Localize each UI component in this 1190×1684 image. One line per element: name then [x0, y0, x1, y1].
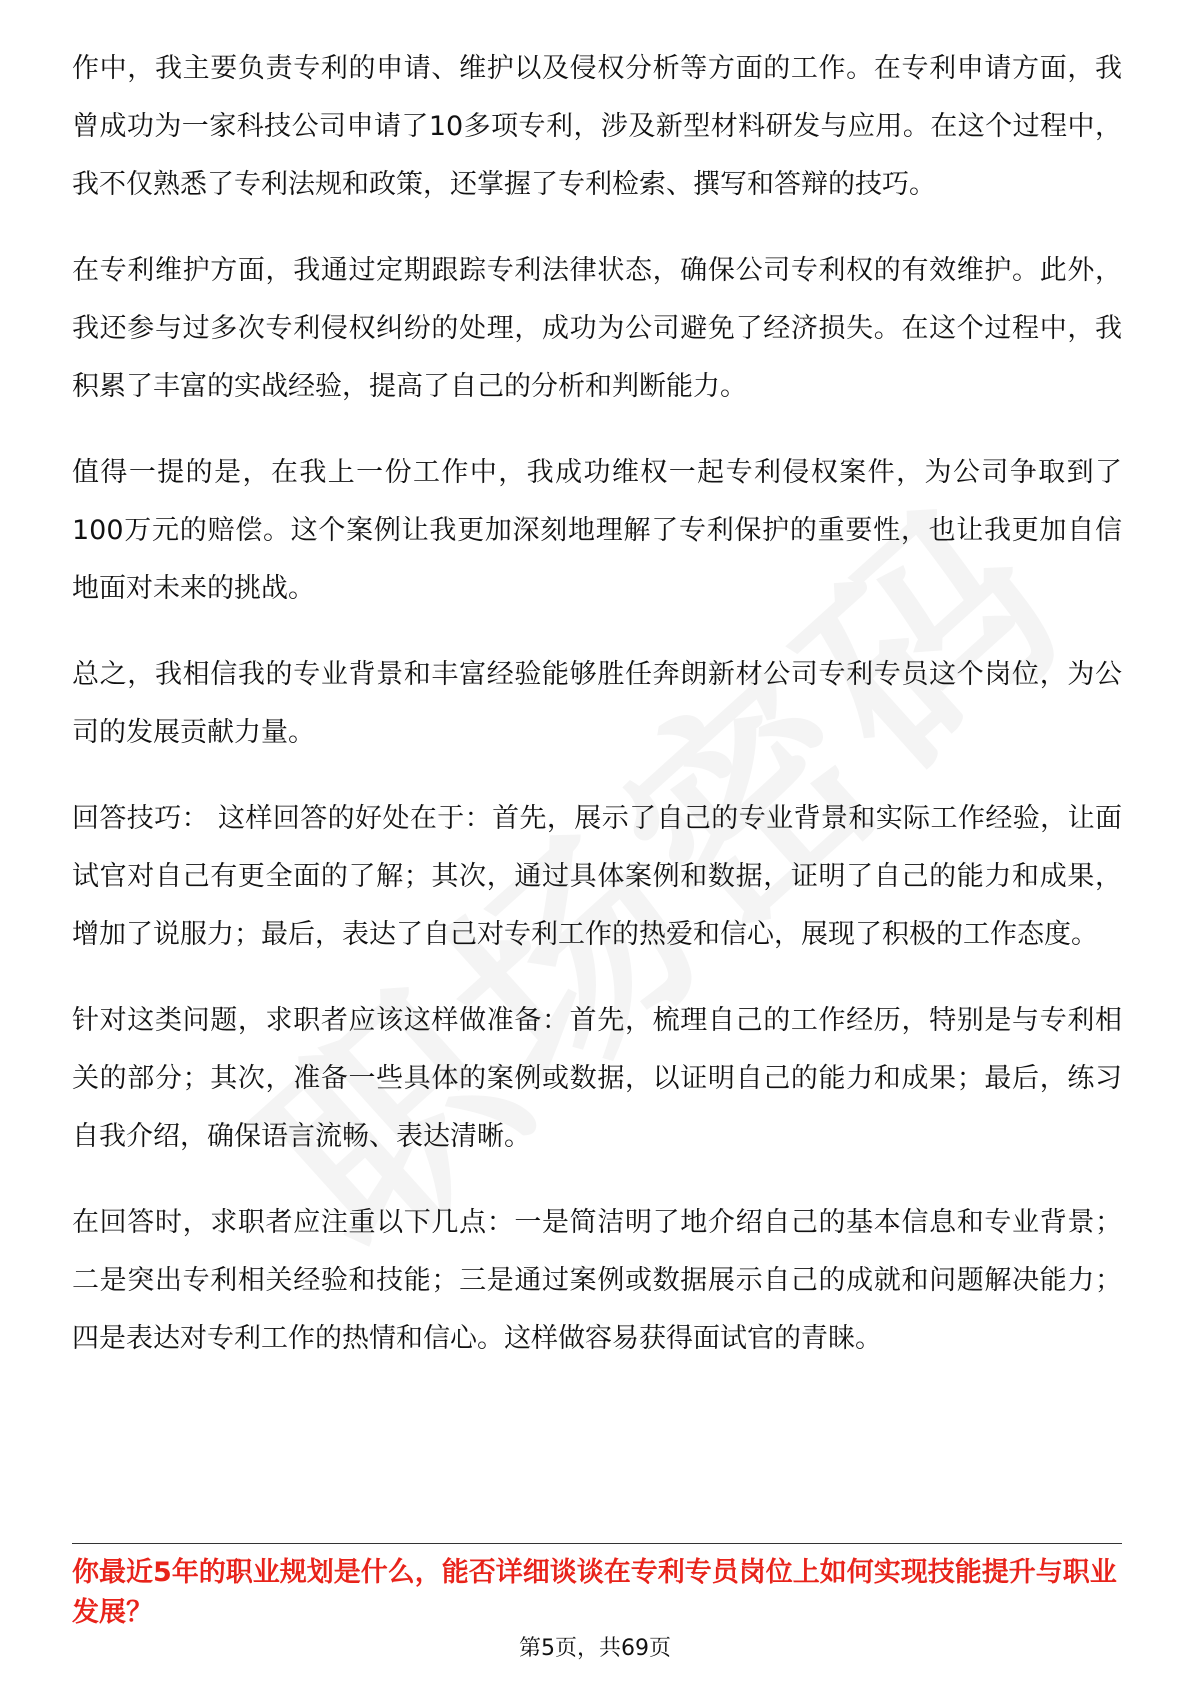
paragraph-4: 总之，我相信我的专业背景和丰富经验能够胜任奔朗新材公司专利专员这个岗位，为公司的发展贡献力量。 [72, 659, 1122, 748]
paragraph-1: 作中，我主要负责专利的申请、维护以及侵权分析等方面的工作。在专利申请方面，我曾成功为一家科技公司申请了10多项专利，涉及新型材料研发与应用。在这个过程中，我不仅熟悉了专利法规和政策，还掌握了专利检索、撰写和答辩的技巧。 [72, 53, 1122, 200]
paragraph-7: 在回答时，求职者应注重以下几点：一是简洁明了地介绍自己的基本信息和专业背景；二是突出专利相关经验和技能；三是通过案例或数据展示自己的成就和问题解决能力；四是表达对专利工作的热情和信心。这样做容易获得面试官的青睐。 [72, 1207, 1122, 1354]
paragraph-6: 针对这类问题，求职者应该这样做准备：首先，梳理自己的工作经历，特别是与专利相关的部分；其次，准备一些具体的案例或数据，以证明自己的能力和成果；最后，练习自我介绍，确保语言流畅、表达清晰。 [72, 1005, 1122, 1152]
paragraph-2: 在专利维护方面，我通过定期跟踪专利法律状态，确保公司专利权的有效维护。此外，我还参与过多次专利侵权纠纷的处理，成功为公司避免了经济损失。在这个过程中，我积累了丰富的实战经验，提高了自己的分析和判断能力。 [72, 255, 1122, 402]
paragraph-3: 值得一提的是，在我上一份工作中，我成功维权一起专利侵权案件，为公司争取到了100万元的赔偿。这个案例让我更加深刻地理解了专利保护的重要性，也让我更加自信地面对未来的挑战。 [72, 457, 1122, 604]
document-body [72, 40, 1122, 1396]
question-heading: 你最近5年的职业规划是什么，能否详细谈谈在专利专员岗位上如何实现技能提升与职业发展？ [72, 1557, 1117, 1628]
paragraph-5: 回答技巧： 这样回答的好处在于：首先，展示了自己的专业背景和实际工作经验，让面试官对自己有更全面的了解；其次，通过具体案例和数据，证明了自己的能力和成果，增加了说服力；最后，表达了自己对专利工作的热爱和信心，展现了积极的工作态度。 [72, 803, 1122, 950]
section-divider [72, 1543, 1122, 1544]
page-number: 第5页，共69页 [519, 1636, 671, 1661]
